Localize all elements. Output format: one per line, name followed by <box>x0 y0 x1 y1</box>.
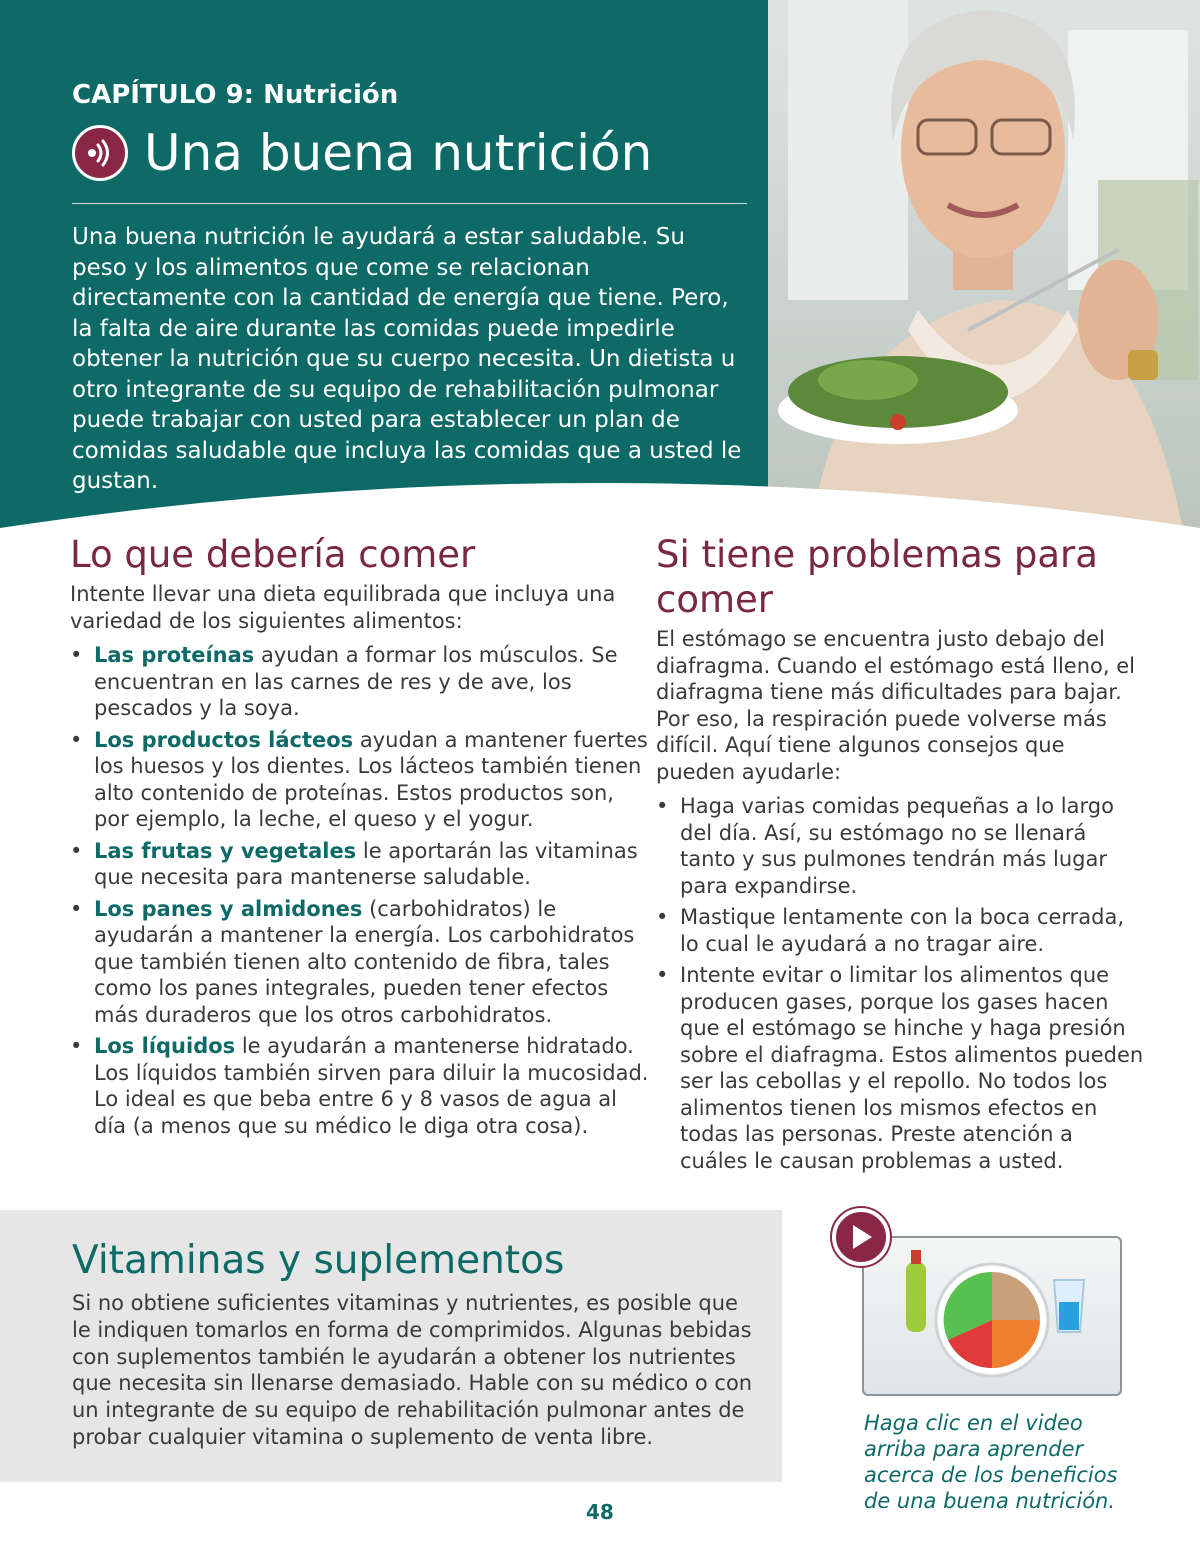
item-text: ayudan a formar los músculos. Se encuentran en las carnes de res y de ave, los pescados y la soya. <box>94 643 618 720</box>
page-title: Una buena nutrición <box>144 124 653 182</box>
title-row <box>72 122 652 184</box>
item-text: (carbohidratos) le ayudarán a mantener la energía. Los carbohidratos que también tienen alto contenido de fibra, tales como los panes integrales, pueden tener efectos más duraderos que los otros carbohidratos. <box>94 896 635 1027</box>
chapter-label: CAPÍTULO 9: Nutrición <box>72 80 399 110</box>
tips-list <box>656 793 1146 1174</box>
item-lead: Las proteínas <box>94 643 255 667</box>
item-lead: Los productos lácteos <box>94 727 354 752</box>
plate-illustration <box>864 1238 1120 1394</box>
right-heading: Si tiene problemas para comer <box>656 533 1098 621</box>
list-item <box>70 727 650 833</box>
vitamins-heading: Vitaminas y suplementos <box>72 1238 565 1283</box>
list-item <box>70 896 650 1029</box>
item-lead: Los líquidos <box>94 1034 236 1058</box>
left-heading: Lo que debería comer <box>70 533 476 576</box>
list-item <box>70 838 650 891</box>
video-caption: Haga clic en el video arriba para aprender acerca de los beneficios de una buena nutrición. <box>864 1411 1118 1513</box>
vitamins-box <box>0 1210 782 1482</box>
woman-eating-salad-photo <box>768 0 1200 560</box>
item-text: le ayudarán a mantenerse hidratado. Los líquidos también sirven para diluir la mucosidad. Lo ideal es que beba entre 6 y 8 vasos de agua al día (a menos que su médico le diga otra cosa). <box>94 1034 649 1138</box>
list-item <box>70 1033 650 1139</box>
right-column <box>656 532 1146 1179</box>
item-lead: Los panes y almidones <box>94 896 363 921</box>
list-item <box>70 642 650 722</box>
left-intro: Intente llevar una dieta equilibrada que incluya una variedad de los siguientes alimentos: <box>70 582 616 633</box>
food-list <box>70 642 650 1139</box>
header-banner <box>0 0 1200 560</box>
item-text: ayudan a mantener fuertes los huesos y los dientes. Los lácteos también tienen alto contenido de proteínas. Estos productos son, por ejemplo, la leche, el queso y el yogur. <box>94 727 648 831</box>
left-column <box>70 532 650 1144</box>
video-thumbnail[interactable] <box>862 1236 1122 1396</box>
vitamins-text: Si no obtiene suficientes vitaminas y nutrientes, es posible que le indiquen tomarlos en forma de comprimidos. Algunas bebidas con suplementos también le ayudarán a obtener los nutrientes que necesita sin llenarse demasiado. Hable con su médico o con un integrante de su equipo de rehabilitación pulmonar antes de probar cualquier vitamina o suplemento de venta libre. <box>72 1291 753 1449</box>
photo-illustration <box>768 0 1200 560</box>
play-icon[interactable] <box>832 1208 890 1266</box>
list-item: • Mastique lentamente con la boca cerrada, lo cual le ayudará a no tragar aire. <box>656 904 1146 957</box>
audio-speaker-icon[interactable] <box>72 125 128 181</box>
item-text: le aportarán las vitaminas que necesita para mantenerse saludable. <box>94 838 638 889</box>
list-item: • Haga varias comidas pequeñas a lo largo del día. Así, su estómago no se llenará tanto y sus pulmones tendrán más lugar para expandirse. <box>656 793 1146 899</box>
intro-paragraph: Una buena nutrición le ayudará a estar saludable. Su peso y los alimentos que come se relacionan directamente con la cantidad de energía que tiene. Pero, la falta de aire durante las comidas puede impedirle obtener la nutrición que su cuerpo necesita. Un dietista u otro integrante de su equipo de rehabilitación pulmonar puede trabajar con usted para establecer un plan de comidas saludable que incluya las comidas que a usted le gustan. <box>72 224 742 494</box>
right-intro: El estómago se encuentra justo debajo del diafragma. Cuando el estómago está lleno, el diafragma tiene más dificultades para bajar. Por eso, la respiración puede volverse más difícil. Aquí tiene algunos consejos que pueden ayudarle: <box>656 627 1135 784</box>
item-lead: Las frutas y vegetales <box>94 838 357 863</box>
list-item: • Intente evitar o limitar los alimentos que producen gases, porque los gases hacen que el estómago se hinche y haga presión sobre el diafragma. Estos alimentos pueden ser las cebollas y el repollo. No todos los alimentos tienen los mismos efectos en todas las personas. Preste atención a cuáles le causan problemas a usted. <box>656 962 1146 1174</box>
title-divider <box>72 203 747 204</box>
page-number: 48 <box>586 1500 614 1524</box>
